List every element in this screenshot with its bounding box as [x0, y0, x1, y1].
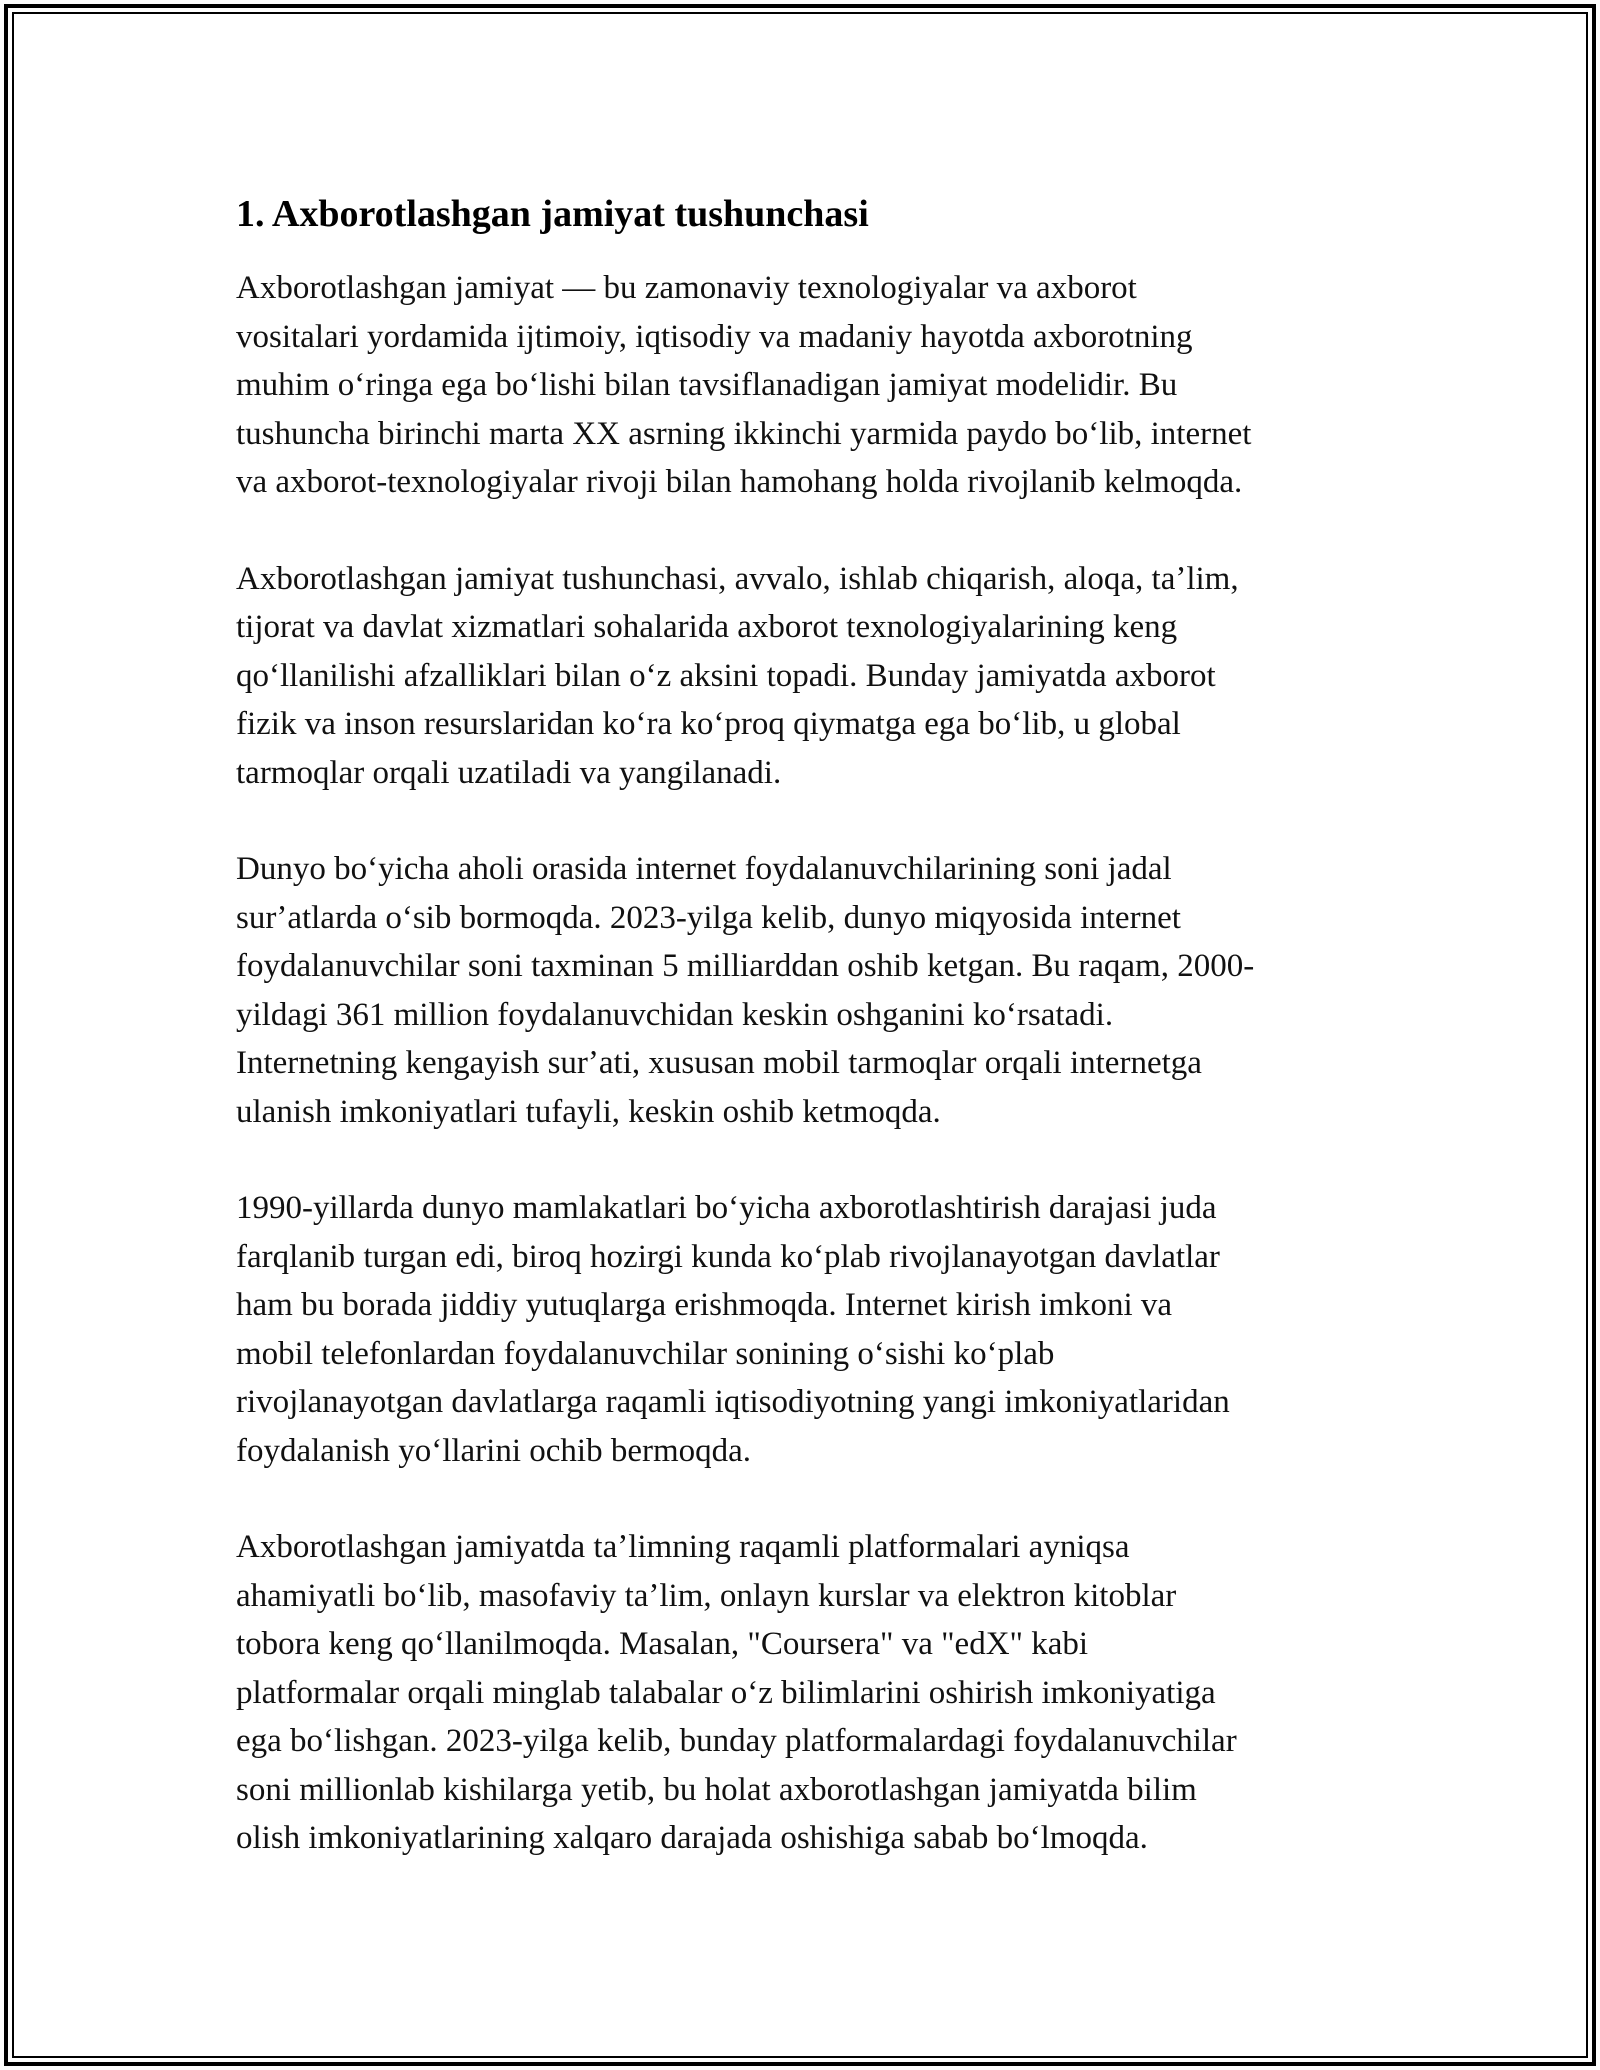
- text-line: platformalar orqali minglab talabalar oʻz bilimlarini oshirish imkoniyatiga: [236, 1674, 1216, 1711]
- text-line: olish imkoniyatlarining xalqaro darajada oshishiga sabab boʻlmoqda.: [236, 1820, 1148, 1856]
- text-line: Axborotlashgan jamiyatda taʼlimning raqamli platformalari ayniqsa: [236, 1529, 1130, 1565]
- text-line: muhim oʻringa ega boʻlishi bilan tavsiflanadigan jamiyat modelidir. Bu: [236, 367, 1178, 403]
- paragraph-1: [236, 264, 1386, 507]
- text-line: vositalari yordamida ijtimoiy, iqtisodiy va madaniy hayotda axborotning: [236, 318, 1193, 355]
- text-line: Internetning kengayish surʼati, xususan mobil tarmoqlar orqali internetga: [236, 1045, 1202, 1081]
- document-body: [236, 186, 1386, 1911]
- text-line: fizik va inson resurslaridan koʻra koʻproq qiymatga ega boʻlib, u global: [236, 706, 1181, 742]
- text-line: farqlanib turgan edi, biroq hozirgi kunda koʻplab rivojlanayotgan davlatlar: [236, 1238, 1220, 1275]
- text-line: tijorat va davlat xizmatlari sohalarida axborot texnologiyalarining keng: [236, 609, 1178, 645]
- text-line: surʼatlarda oʻsib bormoqda. 2023-yilga kelib, dunyo miqyosida internet: [236, 899, 1181, 936]
- paragraph-3: [236, 845, 1386, 1136]
- text-line: rivojlanayotgan davlatlarga raqamli iqtisodiyotning yangi imkoniyatlaridan: [236, 1384, 1230, 1420]
- section-heading: 1. Axborotlashgan jamiyat tushunchasi: [236, 193, 869, 235]
- text-line: va axborot-texnologiyalar rivoji bilan hamohang holda rivojlanib kelmoqda.: [236, 464, 1243, 500]
- text-line: ahamiyatli boʻlib, masofaviy taʼlim, onlayn kurslar va elektron kitoblar: [236, 1577, 1177, 1614]
- paragraph-5: [236, 1523, 1386, 1863]
- text-line: foydalanuvchilar soni taxminan 5 milliarddan oshib ketgan. Bu raqam, 2000-: [236, 948, 1255, 984]
- text-line: tarmoqlar orqali uzatiladi va yangilanadi.: [236, 754, 782, 791]
- text-line: tobora keng qoʻllanilmoqda. Masalan, "Coursera" va "edX" kabi: [236, 1626, 1089, 1662]
- text-line: mobil telefonlardan foydalanuvchilar sonining oʻsishi koʻplab: [236, 1335, 1055, 1372]
- text-line: soni millionlab kishilarga yetib, bu holat axborotlashgan jamiyatda bilim: [236, 1771, 1197, 1808]
- text-line: ham bu borada jiddiy yutuqlarga erishmoqda. Internet kirish imkoni va: [236, 1287, 1173, 1323]
- text-line: qoʻllanilishi afzalliklari bilan oʻz aksini topadi. Bunday jamiyatda axborot: [236, 657, 1216, 694]
- text-line: Axborotlashgan jamiyat tushunchasi, avvalo, ishlab chiqarish, aloqa, taʼlim,: [236, 560, 1239, 597]
- text-line: 1990-yillarda dunyo mamlakatlari boʻyicha axborotlashtirish darajasi juda: [236, 1190, 1217, 1226]
- paragraph-4: [236, 1184, 1386, 1475]
- text-line: Axborotlashgan jamiyat — bu zamonaviy texnologiyalar va axborot: [236, 270, 1137, 306]
- paragraph-2: [236, 555, 1386, 798]
- text-line: ega boʻlishgan. 2023-yilga kelib, bunday platformalardagi foydalanuvchilar: [236, 1723, 1237, 1759]
- text-line: tushuncha birinchi marta XX asrning ikkinchi yarmida paydo boʻlib, internet: [236, 415, 1252, 452]
- text-line: Dunyo boʻyicha aholi orasida internet foydalanuvchilarining soni jadal: [236, 851, 1172, 887]
- text-line: foydalanish yoʻllarini ochib bermoqda.: [236, 1432, 752, 1469]
- text-line: yildagi 361 million foydalanuvchidan keskin oshganini koʻrsatadi.: [236, 996, 1114, 1033]
- text-line: ulanish imkoniyatlari tufayli, keskin oshib ketmoqda.: [236, 1093, 941, 1130]
